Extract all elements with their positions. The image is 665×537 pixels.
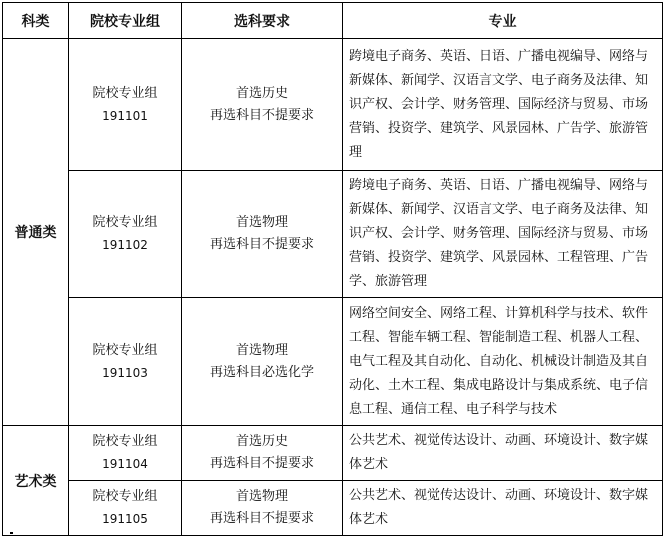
group-cell xyxy=(69,298,182,426)
majors-cell: 跨境电子商务、英语、日语、广播电视编导、网络与新媒体、新闻学、汉语言文学、电子商务及法律、知识产权、会计学、财务管理、国际经济与贸易、市场营销、投资学、建筑学、风景园林、广告学、旅游管理 xyxy=(343,39,663,171)
requirement-second: 再选科目不提要求 xyxy=(209,107,314,123)
table-row xyxy=(3,39,663,171)
requirement-second: 再选科目不提要求 xyxy=(209,511,314,526)
majors-cell: 公共艺术、视觉传达设计、动画、环境设计、数字媒体艺术 xyxy=(343,481,663,536)
group-cell xyxy=(69,39,182,171)
requirement-second: 再选科目必选化学 xyxy=(209,364,314,380)
table-header-row xyxy=(3,3,663,39)
table-row xyxy=(3,481,663,536)
requirement-first: 首选物理 xyxy=(235,215,288,230)
requirement-cell xyxy=(182,39,343,171)
requirement-cell xyxy=(182,426,343,481)
requirement-first: 首选历史 xyxy=(235,434,288,449)
requirement-cell xyxy=(182,298,343,426)
requirement-first: 首选物理 xyxy=(235,342,288,358)
group-cell xyxy=(69,481,182,536)
group-code: 191102 xyxy=(102,238,148,252)
requirement-second: 再选科目不提要求 xyxy=(209,456,314,471)
table-row xyxy=(3,171,663,298)
category-art: 艺术类 xyxy=(3,426,69,536)
paragraph-mark xyxy=(10,532,13,534)
majors-cell: 网络空间安全、网络工程、计算机科学与技术、软件工程、智能车辆工程、智能制造工程、机器人工程、电气工程及其自动化、自动化、机械设计制造及其自动化、土木工程、集成电路设计与集成系统、电子信息工程、通信工程、电子科学与技术 xyxy=(343,298,663,426)
requirement-cell xyxy=(182,171,343,298)
header-requirement: 选科要求 xyxy=(182,3,343,39)
majors-cell: 公共艺术、视觉传达设计、动画、环境设计、数字媒体艺术 xyxy=(343,426,663,481)
group-cell xyxy=(69,171,182,298)
header-group: 院校专业组 xyxy=(69,3,182,39)
group-label: 院校专业组 xyxy=(92,85,158,101)
admission-table xyxy=(2,2,663,536)
table-row xyxy=(3,426,663,481)
group-label: 院校专业组 xyxy=(92,342,158,358)
majors-cell: 跨境电子商务、英语、日语、广播电视编导、网络与新媒体、新闻学、汉语言文学、电子商务及法律、知识产权、会计学、财务管理、国际经济与贸易、市场营销、投资学、建筑学、风景园林、工程管理、广告学、旅游管理 xyxy=(343,171,663,298)
requirement-first: 首选历史 xyxy=(235,85,288,101)
requirement-second: 再选科目不提要求 xyxy=(209,237,314,252)
group-cell xyxy=(69,426,182,481)
group-code: 191105 xyxy=(102,512,148,526)
group-code: 191104 xyxy=(102,457,148,471)
header-category: 科类 xyxy=(3,3,69,39)
group-label: 院校专业组 xyxy=(92,215,158,230)
header-majors: 专业 xyxy=(343,3,663,39)
group-label: 院校专业组 xyxy=(92,434,158,449)
requirement-first: 首选物理 xyxy=(235,489,288,504)
group-label: 院校专业组 xyxy=(92,489,158,504)
group-code: 191101 xyxy=(102,108,148,123)
group-code: 191103 xyxy=(102,365,148,380)
table-row xyxy=(3,298,663,426)
requirement-cell xyxy=(182,481,343,536)
category-general: 普通类 xyxy=(3,39,69,426)
